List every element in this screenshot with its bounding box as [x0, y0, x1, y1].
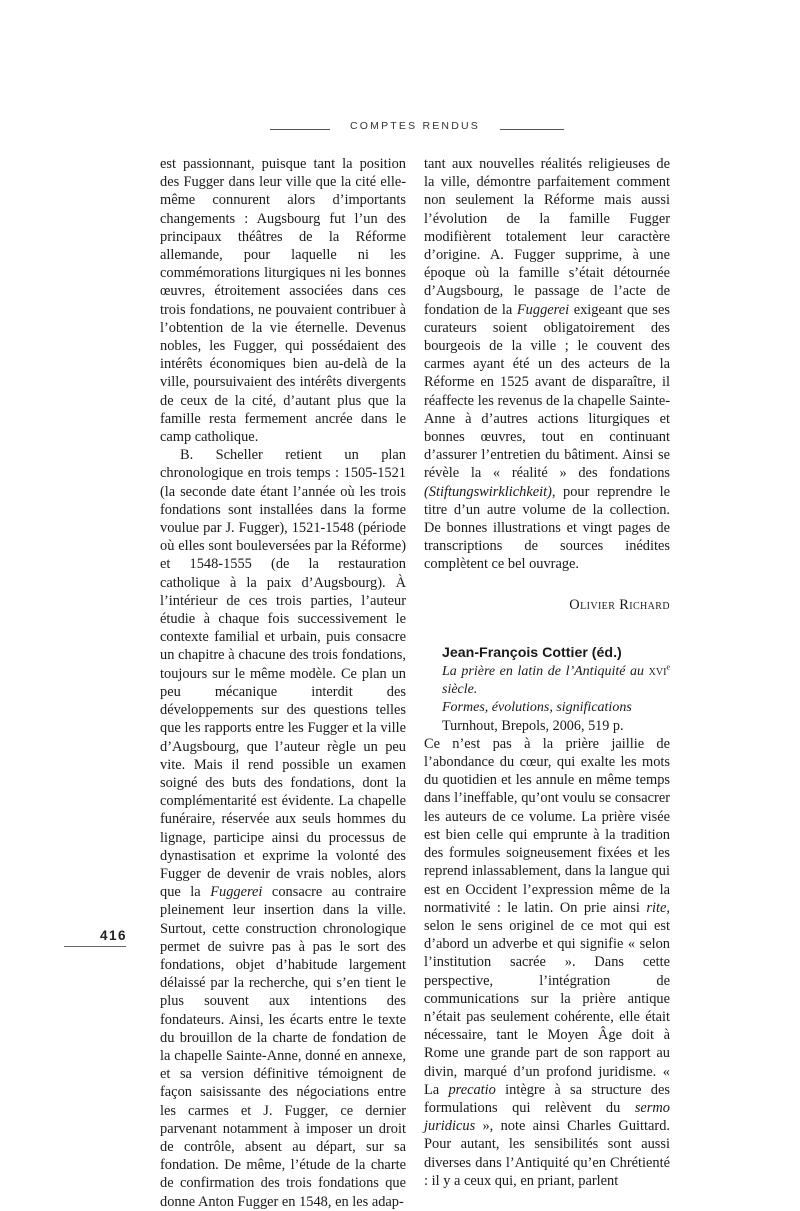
text-run: intègre à sa structure des formulations qui relèvent du	[424, 1081, 670, 1116]
header-rule-right	[500, 129, 564, 130]
text-run: Ce n’est pas à la prière jaillie de l’abondance du cœur, qui exalte les mots du quotidien et les annule en même temps dans l’ineffable, qu’ont voulu se consacrer les auteurs de ce volume. La prière visée est bien celle qui emprunte à la tradition des formules soigneusement fixées et les reprend inlassablement, dans la langue qui est en Occident l’expression même de la normativité : le latin. On prie ainsi	[424, 735, 670, 916]
italic-term: (Stiftungswirklichkeit)	[424, 483, 552, 500]
text-run: B. Scheller retient un plan chronologique en trois temps : 1505-1521 (la seconde date étant l’année où les trois fondations sont installées dans la forme voulue par J. Fugger), 1521-1548 (période où elles sont bouleversées par la Réforme) et 1548-1555 (de la restauration catholique à la paix d’Augsbourg). À l’intérieur de ces trois parties, l’auteur étudie à chaque fois successivement le contexte familial et urbain, puis consacre un chapitre à chacune des trois fondations, toujours sur le même modèle. Ce plan un peu mécanique interdit des développements sur des questions telles que les rapports entre les Fugger et la ville d’Augsbourg, que l’auteur règle un peu vite. Mais il rend possible un examen soigné des buts des fondations, dont la complémentarité est évidente. La chapelle funéraire, réservée aux seuls hommes du lignage, participe ainsi du processus de dynastisation et exprime la volonté des Fugger de devenir de vrais nobles, alors que la	[160, 447, 406, 901]
text-run: tant aux nouvelles réalités religieuses de la ville, démontre parfaitement comment non seulement la Réforme mais aussi l’évolution de la famille Fugger modifièrent totalement leur caractère d’origine. A. Fugger supprime, à une époque où la famille s’était détournée d’Augsbourg, le passage de l’acte de fondation de la	[424, 156, 670, 318]
italic-term: rite	[646, 899, 667, 916]
right-column	[424, 155, 670, 1190]
title-text: La prière en latin de l’Antiquité au	[442, 663, 649, 679]
text-run: », note ainsi Charles Guittard. Pour autant, les sensibilités sont aussi diverses dans l’Antiquité qu’en Chrétienté : il y a ceux qui, en priant, parlent	[424, 1118, 670, 1189]
header-rule-left	[270, 129, 330, 130]
header-title: COMPTES RENDUS	[350, 120, 480, 132]
running-header	[0, 120, 800, 140]
century-superscript: e	[666, 662, 670, 672]
page-number: 416	[100, 928, 128, 943]
italic-term: Fuggerei	[516, 301, 570, 318]
book-title	[442, 663, 670, 699]
left-paragraph-1: est passionnant, puisque tant la position des Fugger dans leur ville que la cité elle-même connurent alors d’importants changements : Augsbourg fut l’un des principaux théâtres de la Réforme allemande, pour laquelle ni les commémorations liturgiques ni les bonnes œuvres, étroitement associées dans ces trois fondations, ne pouvaient contribuer à l’obtention de la vie éternelle. Devenus nobles, les Fugger, qui possédaient des intérêts économiques bien au-delà de la ville, poursuivaient des intérêts divergents de ceux de la cité, d’autant plus que la famille resta fermement ancrée dans le camp catholique.	[160, 156, 406, 446]
century-numeral: xvi	[648, 663, 667, 679]
book-publisher: Turnhout, Brepols, 2006, 519 p.	[442, 717, 624, 734]
page-number-rule	[64, 946, 126, 947]
text-run: exigeant que ses curateurs soient obligatoirement des bourgeois de la ville ; le couvent des carmes ayant été un des acteurs de la Réforme en 1525 avant de disparaître, il réaffecte les revenus de la chapelle Sainte-Anne à d’autres actions liturgiques et bonnes œuvres, tout en continuant d’assurer l’entretien du bâtiment. Ainsi se révèle la « réalité » des fondations	[424, 301, 670, 482]
text-run: , selon le sens originel de ce mot qui est d’abord un adverbe et qui signifie « selon l’institution sacrée ». Dans cette perspective, l’intégration de communications sur la prière antique n’était pas seulement cohérente, elle était nécessaire, tant le Moyen Âge doit à Rome une grande part de son rapport au divin, marqué d’un profond juridisme. « La	[424, 899, 670, 1098]
review-author: Jean-François Cottier (éd.)	[442, 644, 622, 661]
review-signature: Olivier Richard	[569, 596, 670, 613]
book-subtitle: Formes, évolutions, significations	[442, 699, 632, 715]
italic-term: Fuggerei	[210, 884, 263, 901]
italic-term: precatio	[448, 1081, 496, 1098]
text-run: , pour reprendre le titre d’un autre volume de la collection. De bonnes illustrations et vingt pages de transcriptions de sources inédites complètent ce bel ouvrage.	[424, 483, 670, 573]
right-paragraph-1	[424, 155, 670, 574]
review-heading	[442, 644, 670, 735]
title-text: siècle.	[442, 681, 478, 697]
text-run: consacre au contraire pleinement leur insertion dans la ville. Surtout, cette construction chronologique permet de suivre pas à pas le sort des fondations, objet d’habitude largement délaissé par la recherche, qui s’en tient le plus souvent aux intentions des fondateurs. Ainsi, les écarts entre le texte du brouillon de la charte de fondation de la chapelle Sainte-Anne, donné en annexe, et sa version définitive témoignent de façon saisissante des négociations entre les carmes et J. Fugger, ce dernier parvenant notamment à imposer un droit de contrôle, absent au départ, sur sa fondation. De même, l’étude de la charte de confirmation des trois fondations que donne Anton Fugger en 1548, en les adap-	[160, 884, 407, 1210]
left-column	[160, 155, 406, 1211]
left-paragraph-2	[160, 446, 406, 1211]
italic-term: sermo juridicus	[424, 1099, 670, 1135]
review-body	[424, 735, 670, 1190]
